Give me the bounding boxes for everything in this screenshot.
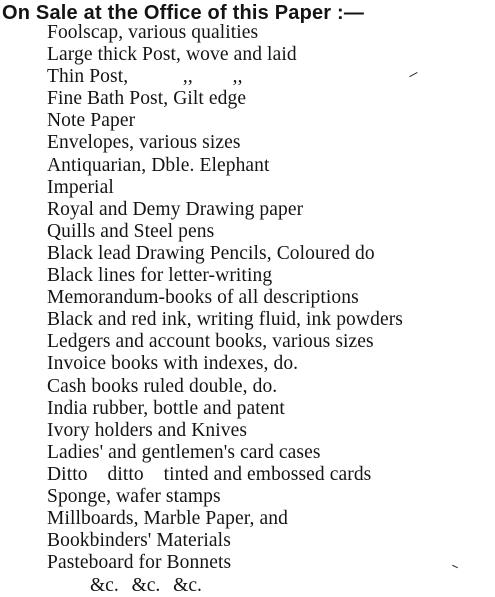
advertisement-heading: On Sale at the Office of this Paper :— xyxy=(2,2,365,24)
list-item: Millboards, Marble Paper, and xyxy=(47,508,288,530)
list-item: Foolscap, various qualities xyxy=(47,22,259,43)
list-item: Note Paper xyxy=(47,110,136,132)
list-item: Ledgers and account books, various sizes xyxy=(47,331,374,353)
list-item: Bookbinders' Materials xyxy=(47,530,231,552)
list-item: Cash books ruled double, do. xyxy=(47,375,278,397)
list-item: Royal and Demy Drawing paper xyxy=(47,198,304,220)
stationery-item-list xyxy=(47,22,403,574)
list-item: India rubber, bottle and patent xyxy=(47,397,285,419)
list-item: Ditto ditto tinted and embossed cards xyxy=(47,463,372,485)
list-item: Large thick Post, wove and laid xyxy=(47,44,297,66)
list-item: Imperial xyxy=(47,176,114,198)
list-item: Pasteboard for Bonnets xyxy=(47,552,232,574)
list-item: Black and red ink, writing fluid, ink powders xyxy=(47,309,403,331)
list-item: Black lead Drawing Pencils, Coloured do xyxy=(47,242,375,264)
list-item: Fine Bath Post, Gilt edge xyxy=(47,88,247,110)
closing-etcetera: &c. &c. &c. xyxy=(90,575,202,596)
list-item: Ivory holders and Knives xyxy=(47,419,248,441)
list-item: Quills and Steel pens xyxy=(47,220,215,242)
list-item: Sponge, wafer stamps xyxy=(47,485,221,507)
print-speck xyxy=(409,72,418,77)
list-item: Ladies' and gentlemen's card cases xyxy=(47,441,321,463)
list-item: Invoice books with indexes, do. xyxy=(47,353,299,375)
list-item: Thin Post, ,, ,, xyxy=(47,66,243,88)
list-item: Memorandum-books of all descriptions xyxy=(47,287,359,309)
list-item: Antiquarian, Dble. Elephant xyxy=(47,154,270,176)
list-item: Black lines for letter-writing xyxy=(47,265,273,287)
list-item: Envelopes, various sizes xyxy=(47,132,241,154)
print-speck xyxy=(452,565,458,569)
